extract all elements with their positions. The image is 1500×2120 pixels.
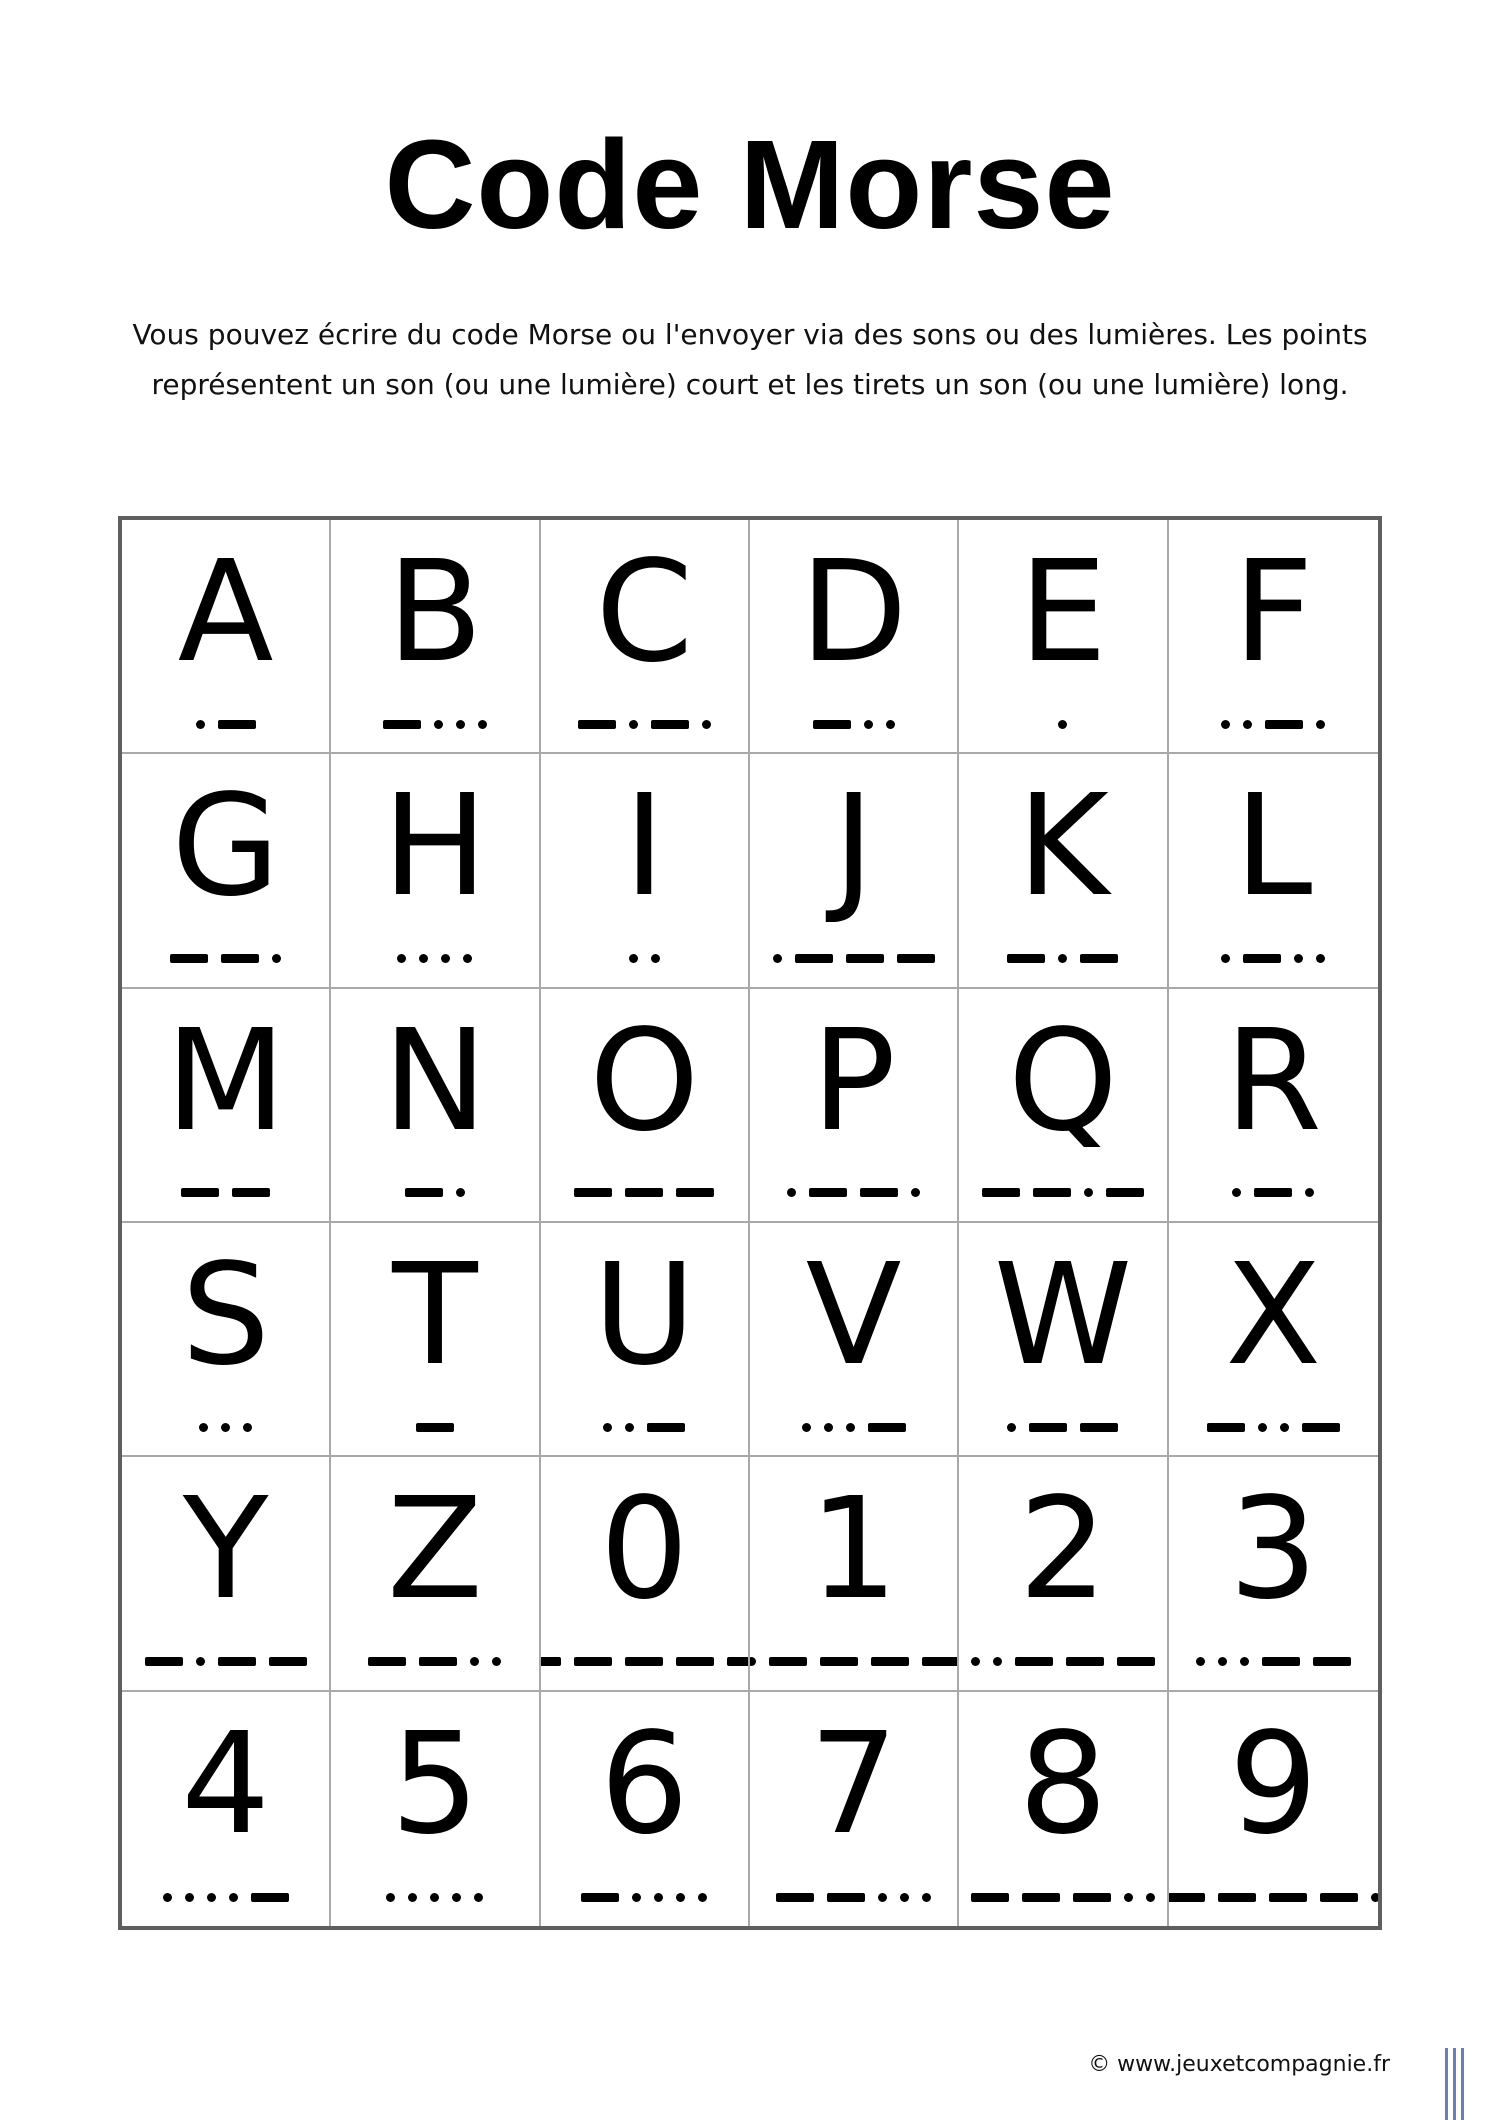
morse-dash: [871, 1657, 909, 1666]
morse-dash: [625, 1657, 663, 1666]
morse-cell: [331, 1692, 540, 1926]
morse-cell: [1169, 1457, 1378, 1691]
morse-dot: [824, 1423, 833, 1432]
morse-dot: [651, 954, 660, 963]
morse-character: D: [799, 531, 908, 694]
morse-character: U: [593, 1233, 696, 1397]
morse-code: [122, 1892, 329, 1904]
morse-character: 7: [809, 1702, 899, 1866]
morse-character: 3: [1228, 1468, 1318, 1632]
morse-cell: [1169, 989, 1378, 1223]
morse-cell: [541, 989, 750, 1223]
morse-character: Z: [387, 1468, 483, 1632]
morse-character: G: [171, 765, 280, 929]
morse-dot: [1240, 1657, 1249, 1666]
morse-dash: [860, 1188, 898, 1197]
decorative-rule: [1461, 2048, 1464, 2120]
morse-dot: [1058, 954, 1067, 963]
morse-code: [331, 1892, 538, 1904]
morse-dash: [809, 1188, 847, 1197]
morse-code: [1169, 953, 1378, 965]
morse-code: [750, 953, 957, 965]
morse-dot: [434, 720, 443, 729]
morse-code: [541, 718, 748, 730]
morse-dot: [207, 1893, 216, 1902]
morse-table: [118, 516, 1382, 1930]
morse-dash: [676, 1657, 714, 1666]
morse-dot: [463, 954, 472, 963]
morse-character: I: [623, 765, 665, 929]
morse-dash: [971, 1893, 1009, 1902]
morse-dash: [769, 1657, 807, 1666]
morse-dot: [419, 954, 428, 963]
morse-dash: [1007, 954, 1045, 963]
morse-dot: [846, 1423, 855, 1432]
morse-dash: [383, 720, 421, 729]
morse-dash: [676, 1188, 714, 1197]
morse-dash: [1254, 1188, 1292, 1197]
morse-dot: [603, 1423, 612, 1432]
morse-cell: [541, 1223, 750, 1457]
morse-cell: [541, 754, 750, 988]
morse-code: [750, 1892, 957, 1904]
morse-dash: [651, 720, 689, 729]
morse-dash: [1265, 720, 1303, 729]
morse-dot: [196, 1657, 205, 1666]
morse-code: [959, 1656, 1166, 1668]
morse-dash: [1073, 1893, 1111, 1902]
morse-dot: [1316, 954, 1325, 963]
morse-cell: [959, 1692, 1168, 1926]
morse-dash: [419, 1657, 457, 1666]
morse-dot: [1258, 1423, 1267, 1432]
morse-cell: [750, 1692, 959, 1926]
morse-cell: [331, 1457, 540, 1691]
morse-character: K: [1017, 765, 1109, 929]
morse-character: J: [833, 765, 875, 929]
morse-cell: [331, 1223, 540, 1457]
morse-dash: [541, 1657, 562, 1666]
morse-dash: [578, 720, 616, 729]
morse-dot: [1316, 720, 1325, 729]
morse-dash: [1117, 1657, 1155, 1666]
morse-cell: [541, 520, 750, 754]
morse-character: E: [1018, 531, 1108, 694]
morse-dash: [1218, 1893, 1256, 1902]
morse-cell: [750, 989, 959, 1223]
morse-dot: [408, 1893, 417, 1902]
morse-cell: [1169, 1223, 1378, 1457]
morse-cell: [331, 989, 540, 1223]
morse-character: 1: [809, 1468, 899, 1632]
morse-cell: [122, 989, 331, 1223]
morse-dot: [787, 1188, 796, 1197]
morse-dot: [625, 1423, 634, 1432]
morse-dash: [1262, 1657, 1300, 1666]
morse-cell: [750, 1223, 959, 1457]
morse-character: N: [382, 999, 488, 1163]
morse-dot: [629, 720, 638, 729]
morse-dash: [218, 720, 256, 729]
morse-code: [959, 1892, 1166, 1904]
morse-cell: [122, 520, 331, 754]
morse-dot: [1218, 1657, 1227, 1666]
morse-dash: [1302, 1423, 1340, 1432]
morse-dot: [900, 1893, 909, 1902]
morse-dash: [221, 954, 259, 963]
morse-code: [122, 1421, 329, 1433]
morse-dot: [470, 1657, 479, 1666]
morse-dash: [1029, 1423, 1067, 1432]
morse-dot: [221, 1423, 230, 1432]
morse-cell: [541, 1692, 750, 1926]
morse-dash: [1313, 1657, 1351, 1666]
morse-code: [122, 1656, 329, 1668]
morse-dash: [170, 954, 208, 963]
morse-dash: [897, 954, 935, 963]
morse-dash: [727, 1657, 750, 1666]
morse-dot: [199, 1423, 208, 1432]
morse-code: [959, 1187, 1166, 1199]
decorative-rule: [1445, 2048, 1448, 2120]
morse-dot: [922, 1893, 931, 1902]
morse-cell: [541, 1457, 750, 1691]
morse-character: W: [993, 1233, 1133, 1397]
morse-code: [750, 1656, 957, 1668]
morse-dot: [492, 1657, 501, 1666]
morse-dot: [971, 1657, 980, 1666]
morse-dot: [196, 720, 205, 729]
morse-character: 2: [1018, 1468, 1108, 1632]
morse-character: 4: [181, 1702, 271, 1866]
morse-dash: [1022, 1893, 1060, 1902]
morse-dot: [676, 1893, 685, 1902]
morse-dash: [868, 1423, 906, 1432]
morse-dot: [1146, 1893, 1155, 1902]
morse-character: 8: [1018, 1702, 1108, 1866]
morse-dot: [386, 1893, 395, 1902]
morse-dash: [1080, 954, 1118, 963]
morse-cell: [959, 520, 1168, 754]
morse-dot: [1196, 1657, 1205, 1666]
morse-character: 0: [599, 1468, 689, 1632]
morse-dash: [846, 954, 884, 963]
morse-dot: [185, 1893, 194, 1902]
morse-dash: [1106, 1188, 1144, 1197]
morse-code: [541, 1892, 748, 1904]
morse-character: Q: [1007, 999, 1119, 1163]
morse-character: T: [392, 1233, 478, 1397]
morse-dash: [269, 1657, 307, 1666]
morse-cell: [1169, 520, 1378, 754]
morse-code: [122, 1187, 329, 1199]
morse-cell: [959, 754, 1168, 988]
morse-dot: [632, 1893, 641, 1902]
morse-character: C: [595, 531, 694, 694]
morse-dot: [1305, 1188, 1314, 1197]
morse-dot: [474, 1893, 483, 1902]
morse-dot: [1058, 720, 1067, 729]
morse-character: L: [1234, 765, 1313, 929]
morse-dash: [1269, 1893, 1307, 1902]
morse-cell: [1169, 1692, 1378, 1926]
morse-character: A: [177, 531, 274, 694]
morse-dot: [1084, 1188, 1093, 1197]
morse-code: [959, 953, 1166, 965]
morse-code: [1169, 1892, 1378, 1904]
morse-code: [1169, 1656, 1378, 1668]
morse-dot: [698, 1893, 707, 1902]
morse-code: [331, 1187, 538, 1199]
morse-cell: [122, 754, 331, 988]
morse-cell: [331, 754, 540, 988]
morse-dash: [1066, 1657, 1104, 1666]
morse-dash: [368, 1657, 406, 1666]
morse-dash: [181, 1188, 219, 1197]
morse-dot: [629, 954, 638, 963]
morse-dash: [574, 1188, 612, 1197]
morse-code: [1169, 1421, 1378, 1433]
morse-cell: [750, 754, 959, 988]
morse-character: O: [589, 999, 700, 1163]
morse-dash: [827, 1893, 865, 1902]
morse-cell: [122, 1223, 331, 1457]
morse-dot: [163, 1893, 172, 1902]
morse-code: [1169, 1187, 1378, 1199]
morse-cell: [1169, 754, 1378, 988]
morse-character: 5: [390, 1702, 480, 1866]
intro-paragraph: Vous pouvez écrire du code Morse ou l'envoyer via des sons ou des lumières. Les points représentent un son (ou une lumière) court et les tirets un son (ou une lumière) long.: [132, 318, 1368, 401]
morse-dot: [1294, 954, 1303, 963]
morse-code: [959, 718, 1166, 730]
morse-dot: [430, 1893, 439, 1902]
morse-character: P: [811, 999, 896, 1163]
morse-dot: [243, 1423, 252, 1432]
morse-code: [331, 1421, 538, 1433]
morse-dash: [581, 1893, 619, 1902]
morse-dot: [272, 954, 281, 963]
morse-code: [541, 1421, 748, 1433]
morse-character: 9: [1228, 1702, 1318, 1866]
morse-dot: [993, 1657, 1002, 1666]
morse-cell: [331, 520, 540, 754]
morse-dash: [1243, 954, 1281, 963]
morse-code: [750, 718, 957, 730]
morse-dot: [456, 720, 465, 729]
morse-dot: [441, 954, 450, 963]
morse-dot: [1371, 1893, 1378, 1902]
morse-dot: [397, 954, 406, 963]
morse-dot: [478, 720, 487, 729]
morse-dot: [802, 1423, 811, 1432]
morse-code: [750, 1187, 957, 1199]
morse-character: V: [805, 1233, 902, 1397]
morse-cell: [959, 989, 1168, 1223]
morse-code: [122, 718, 329, 730]
morse-dash: [820, 1657, 858, 1666]
morse-cell: [750, 520, 959, 754]
morse-code: [959, 1421, 1166, 1433]
morse-cell: [959, 1457, 1168, 1691]
morse-dash: [982, 1188, 1020, 1197]
decorative-rule: [1453, 2048, 1456, 2120]
morse-dot: [452, 1893, 461, 1902]
page-title: Code Morse: [384, 114, 1116, 255]
morse-dash: [795, 954, 833, 963]
morse-dash: [1015, 1657, 1053, 1666]
morse-code: [541, 1656, 748, 1668]
morse-dash: [218, 1657, 256, 1666]
morse-code: [541, 953, 748, 965]
morse-dash: [1320, 1893, 1358, 1902]
morse-dash: [416, 1423, 454, 1432]
morse-character: F: [1233, 531, 1314, 694]
morse-character: Y: [182, 1468, 269, 1632]
morse-character: S: [181, 1233, 271, 1397]
morse-dot: [654, 1893, 663, 1902]
morse-dash: [1080, 1423, 1118, 1432]
morse-dash: [647, 1423, 685, 1432]
morse-dash: [1207, 1423, 1245, 1432]
morse-dash: [776, 1893, 814, 1902]
morse-dot: [229, 1893, 238, 1902]
morse-dot: [1221, 720, 1230, 729]
morse-dot: [702, 720, 711, 729]
morse-dot: [1124, 1893, 1133, 1902]
morse-code: [541, 1187, 748, 1199]
morse-dot: [1243, 720, 1252, 729]
morse-code: [331, 718, 538, 730]
morse-character: H: [382, 765, 488, 929]
morse-code: [331, 953, 538, 965]
morse-character: 6: [599, 1702, 689, 1866]
morse-dash: [574, 1657, 612, 1666]
morse-cell: [750, 1457, 959, 1691]
morse-dot: [1232, 1188, 1241, 1197]
morse-cell: [122, 1692, 331, 1926]
morse-dot: [456, 1188, 465, 1197]
morse-character: R: [1224, 999, 1322, 1163]
morse-code: [750, 1421, 957, 1433]
morse-code: [331, 1656, 538, 1668]
morse-dot: [878, 1893, 887, 1902]
morse-character: X: [1225, 1233, 1322, 1397]
morse-code: [122, 953, 329, 965]
morse-dash: [1169, 1893, 1205, 1902]
morse-dash: [251, 1893, 289, 1902]
morse-dash: [232, 1188, 270, 1197]
morse-cell: [122, 1457, 331, 1691]
morse-dash: [813, 720, 851, 729]
morse-dot: [750, 1657, 756, 1666]
morse-character: M: [165, 999, 287, 1163]
morse-dot: [1007, 1423, 1016, 1432]
morse-dash: [625, 1188, 663, 1197]
morse-dash: [405, 1188, 443, 1197]
morse-code: [1169, 718, 1378, 730]
footer-credit: © www.jeuxetcompagnie.fr: [1088, 2052, 1390, 2077]
morse-cell: [959, 1223, 1168, 1457]
morse-character: B: [386, 531, 484, 694]
morse-dot: [1221, 954, 1230, 963]
morse-dot: [1280, 1423, 1289, 1432]
morse-dash: [922, 1657, 959, 1666]
morse-dot: [864, 720, 873, 729]
morse-dot: [773, 954, 782, 963]
morse-dot: [911, 1188, 920, 1197]
morse-dash: [145, 1657, 183, 1666]
morse-dot: [886, 720, 895, 729]
morse-dash: [1033, 1188, 1071, 1197]
